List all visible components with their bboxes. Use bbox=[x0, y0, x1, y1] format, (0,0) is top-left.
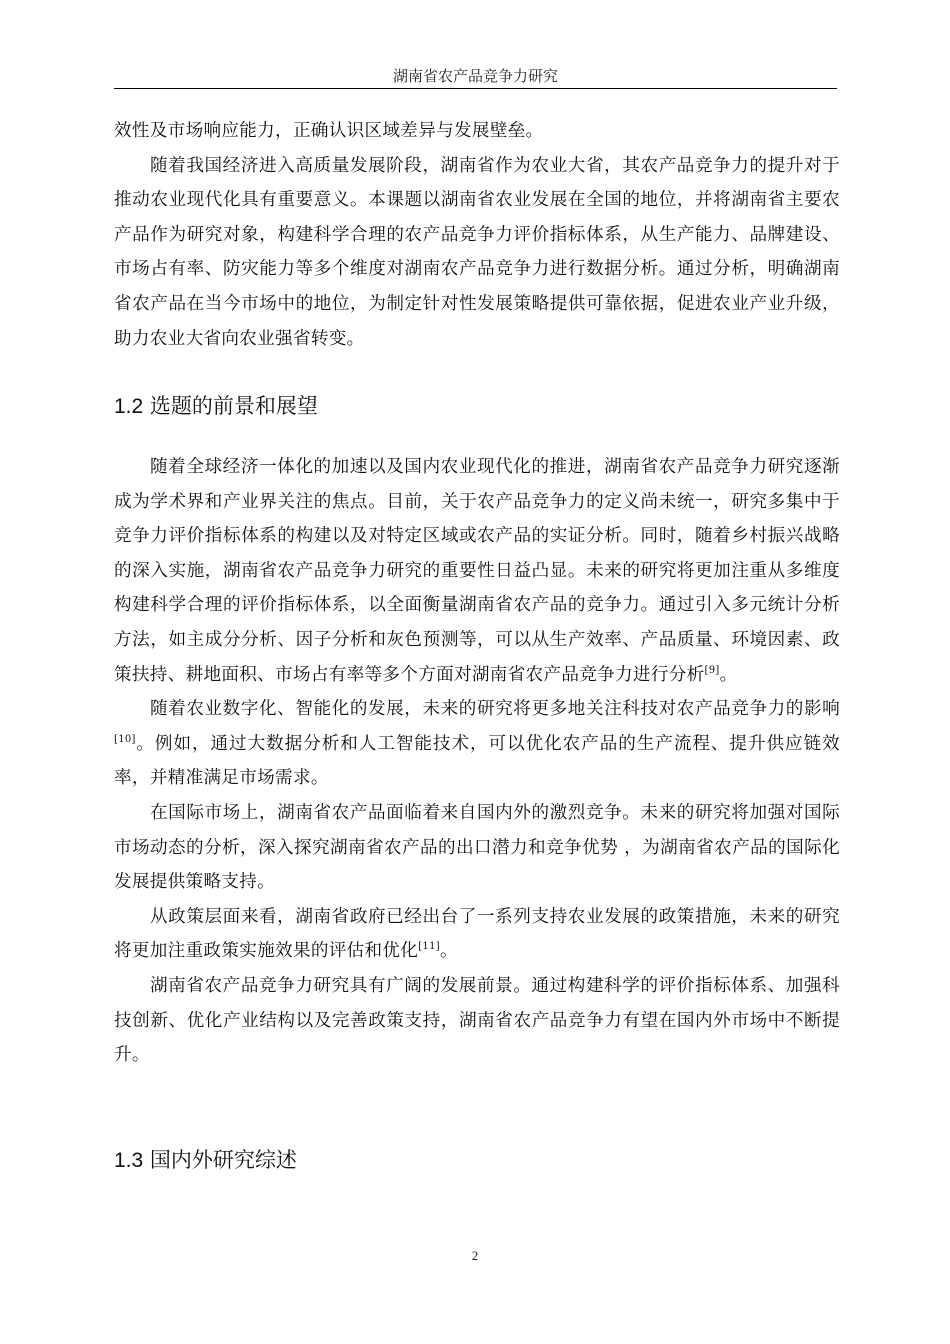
page-number: 2 bbox=[471, 1248, 479, 1263]
section-title: 国内外研究综述 bbox=[149, 1148, 297, 1172]
paragraph-text: 随着全球经济一体化的加速以及国内农业现代化的推进，湖南省农产品竞争力研究逐渐成为学术界和产业界关注的焦点。目前，关于农产品竞争力的定义尚未统一，研究多集中于竞争力评价指标体系的构建以及对特定区域或农产品的实证分析。同时，随着乡村振兴战略的深入实施，湖南省农产品竞争力研究的重要性日益凸显。未来的研究将更加注重从多维度构建科学合理的评价指标体系，以全面衡量湖南省农产品的竞争力。通过引入多元统计分析方法，如主成分分析、因子分析和灰色预测等，可以从生产效率、产品质量、环境因素、政策扶持、耕地面积、市场占有率等多个方面对湖南省农产品竞争力进行分析 bbox=[114, 457, 840, 685]
citation-ref: [9] bbox=[704, 664, 720, 676]
section-title: 选题的前景和展望 bbox=[149, 394, 318, 418]
citation-ref: [10] bbox=[114, 733, 136, 745]
running-header bbox=[114, 66, 837, 89]
section-heading-1-3 bbox=[114, 1146, 297, 1175]
paragraph-text: 随着农业数字化、智能化的发展，未来的研究将更多地关注科技对农产品竞争力的影响 bbox=[150, 699, 840, 720]
paragraph-international-market: 在国际市场上，湖南省农产品面临着来自国内外的激烈竞争。未来的研究将加强对国际市场动态的分析，深入探究湖南省农产品的出口潜力和竞争优势 ，为湖南省农产品的国际化发展提供策略支持。 bbox=[114, 802, 840, 893]
intro-continuation bbox=[114, 114, 840, 356]
section-heading-1-2 bbox=[114, 392, 318, 421]
paragraph-research-purpose: 随着我国经济进入高质量发展阶段，湖南省作为农业大省，其农产品竞争力的提升对于推动农业现代化具有重要意义。本课题以湖南省农业发展在全国的地位，并将湖南省主要农产品作为研究对象，构建科学合理的农产品竞争力评价指标体系，从生产能力、品牌建设、市场占有率、防灾能力等多个维度对湖南农产品竞争力进行数据分析。通过分析，明确湖南省农产品在当今市场中的地位，为制定针对性发展策略提供可靠依据，促进农业产业升级，助力农业大省向农业强省转变。 bbox=[114, 155, 840, 349]
paragraph-continuation: 效性及市场响应能力，正确认识区域差异与发展壁垒。 bbox=[114, 121, 544, 141]
paragraph-text: 从政策层面来看，湖南省政府已经出台了一系列支持农业发展的政策措施，未来的研究将更加注重政策实施效果的评估和优化 bbox=[114, 906, 840, 962]
paragraph-text-end: 。 bbox=[719, 664, 738, 685]
paragraph-text-end: 。例如，通过大数据分析和人工智能技术，可以优化农产品的生产流程、提升供应链效率，并精准满足市场需求。 bbox=[114, 733, 840, 789]
paragraph-prospect-overview bbox=[114, 450, 840, 692]
citation-ref: [11] bbox=[418, 941, 440, 953]
paragraph-conclusion: 湖南省农产品竞争力研究具有广阔的发展前景。通过构建科学的评价指标体系、加强科技创新、优化产业结构以及完善政策支持，湖南省农产品竞争力有望在国内外市场中不断提升。 bbox=[114, 975, 840, 1066]
paragraph-text-end: 。 bbox=[439, 941, 458, 962]
paragraph-digital-agriculture bbox=[114, 692, 840, 796]
section-body-1-2 bbox=[114, 450, 840, 1073]
running-header-title: 湖南省农产品竞争力研究 bbox=[392, 67, 558, 85]
paragraph-policy bbox=[114, 900, 840, 969]
section-number: 1.2 bbox=[114, 395, 144, 418]
section-number: 1.3 bbox=[114, 1149, 144, 1172]
